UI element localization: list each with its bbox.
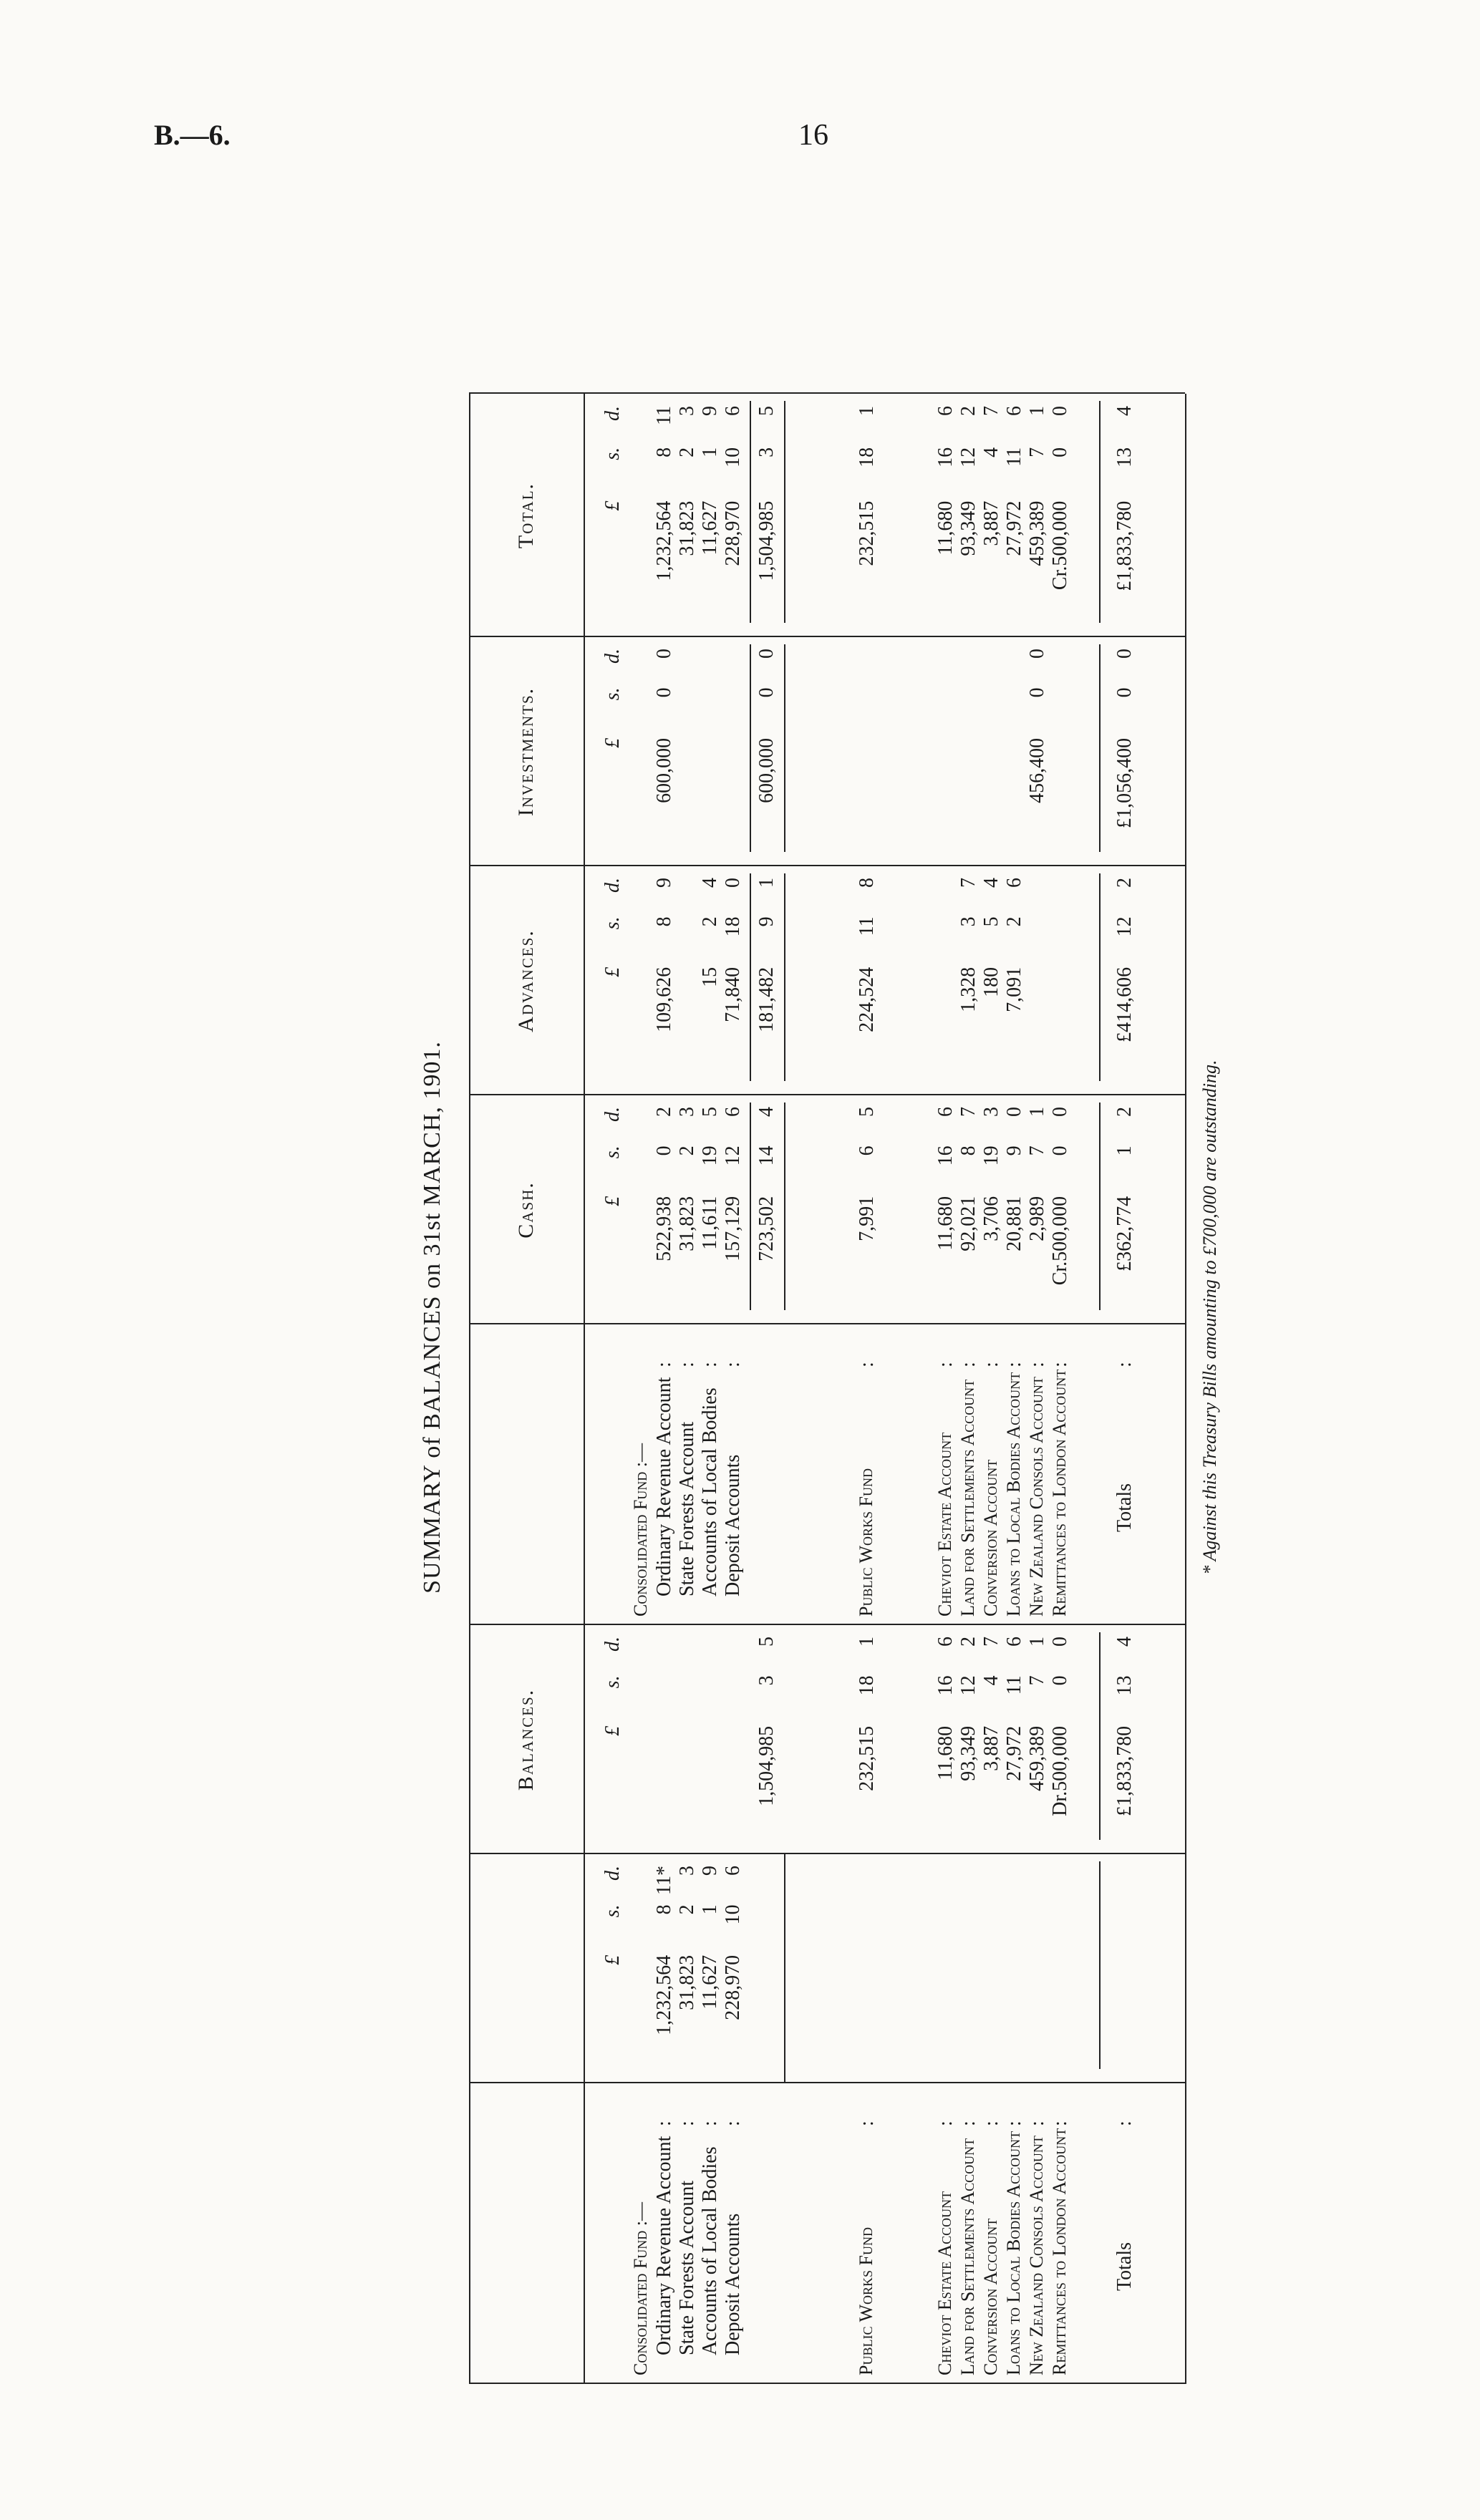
detail-deposit-pence: 6 — [722, 1866, 744, 1876]
table-left-rule — [469, 2383, 1185, 2384]
cash-state-forests-pence: 3 — [676, 1107, 698, 1117]
advance-conversion-pence: 4 — [980, 878, 1002, 888]
total-totals-pounds: £1,833,780 — [1113, 500, 1136, 591]
investment-consolidated-total-shillings: 0 — [755, 687, 778, 698]
unit-shillings: s. — [601, 687, 624, 701]
cash-state-forests-pounds: 31,823 — [676, 1196, 698, 1251]
cash-consolidated-total-pounds: 723,502 — [755, 1196, 778, 1261]
column-rule — [469, 2082, 1185, 2083]
leader-dots: : — [856, 1357, 878, 1367]
investment-consolidated-total-pence: 0 — [755, 649, 778, 659]
balance-totals-pounds: £1,833,780 — [1113, 1725, 1136, 1816]
unit-shillings: s. — [601, 1904, 624, 1918]
cash-local-bodies-pence: 5 — [699, 1107, 721, 1117]
total-state-forests-shillings: 2 — [676, 447, 698, 457]
leader-dots: : — [1003, 2116, 1025, 2126]
advance-conversion-shillings: 5 — [980, 916, 1002, 927]
total-nz-consols-shillings: 7 — [1026, 447, 1048, 457]
unit-shillings: s. — [601, 916, 624, 930]
detail-deposit-pounds: 228,970 — [722, 1954, 744, 2020]
balance-loans-local-pounds: 27,972 — [1003, 1725, 1025, 1781]
cash-public-works-pounds: 7,991 — [856, 1196, 878, 1241]
cash-public-works-shillings: 6 — [856, 1145, 878, 1156]
unit-pence: d. — [601, 1637, 624, 1652]
cash-totals-pounds: £362,774 — [1113, 1196, 1136, 1271]
cash-consolidated-total-shillings: 14 — [755, 1145, 778, 1166]
advance-conversion-pounds: 180 — [980, 966, 1002, 997]
column-header-total: Total. — [514, 482, 538, 549]
row-label-totals: Totals — [1113, 2242, 1136, 2291]
advance-deposit-shillings: 18 — [722, 916, 744, 937]
leader-dots: : — [856, 2116, 878, 2126]
subtotal-rule — [750, 401, 751, 623]
leader-dots: : — [1049, 1357, 1071, 1367]
cash-land-settlements-shillings: 8 — [957, 1145, 980, 1156]
advance-loans-local-pence: 6 — [1003, 878, 1025, 888]
total-remittances-shillings: 0 — [1049, 447, 1071, 457]
advance-loans-local-shillings: 2 — [1003, 916, 1025, 927]
total-ordinary-revenue-pence: 11 — [653, 406, 675, 425]
advance-ordinary-revenue-pounds: 109,626 — [653, 966, 675, 1032]
detail-rule — [784, 1854, 785, 2083]
leader-dots: : — [1026, 2116, 1048, 2126]
balance-nz-consols-shillings: 7 — [1026, 1675, 1048, 1686]
investment-ordinary-revenue-pounds: 600,000 — [653, 737, 675, 803]
unit-pence: d. — [601, 878, 624, 893]
balance-public-works-shillings: 18 — [856, 1675, 878, 1696]
leader-dots: : — [722, 2116, 744, 2126]
leader-dots: : — [1113, 1357, 1136, 1367]
unit-pence: d. — [601, 406, 624, 421]
cash-conversion-pence: 3 — [980, 1107, 1002, 1117]
cash-nz-consols-shillings: 7 — [1026, 1145, 1048, 1156]
cash-land-settlements-pence: 7 — [957, 1107, 980, 1117]
cash-land-settlements-pounds: 92,021 — [957, 1196, 980, 1251]
total-public-works-pence: 1 — [856, 406, 878, 416]
investment-ordinary-revenue-pence: 0 — [653, 649, 675, 659]
unit-pound: £ — [601, 966, 624, 977]
total-land-settlements-shillings: 12 — [957, 447, 980, 467]
subtotal-rule — [784, 873, 785, 1081]
balance-land-settlements-shillings: 12 — [957, 1675, 980, 1696]
cash-cheviot-pounds: 11,680 — [934, 1196, 957, 1251]
row-label-cheviot: Cheviot Estate Account — [934, 2191, 955, 2375]
total-conversion-shillings: 4 — [980, 447, 1002, 457]
cash-deposit-shillings: 12 — [722, 1145, 744, 1166]
unit-shillings: s. — [601, 1675, 624, 1689]
balance-conversion-shillings: 4 — [980, 1675, 1002, 1686]
column-header-investments: Investments. — [514, 687, 538, 817]
advance-local-bodies-pence: 4 — [699, 878, 721, 888]
total-state-forests-pence: 3 — [676, 406, 698, 416]
leader-dots: : — [699, 1357, 721, 1367]
cash-totals-shillings: 1 — [1113, 1145, 1136, 1156]
cash-public-works-pence: 5 — [856, 1107, 878, 1117]
total-land-settlements-pounds: 93,349 — [957, 500, 980, 556]
investment-totals-pence: 0 — [1113, 649, 1136, 659]
unit-pence: d. — [601, 649, 624, 664]
advance-local-bodies-pounds: 15 — [699, 966, 721, 987]
unit-pound: £ — [601, 1725, 624, 1736]
total-totals-pence: 4 — [1113, 406, 1136, 416]
total-consolidated-total-pence: 5 — [755, 406, 778, 416]
totals-rule — [1099, 1102, 1101, 1310]
advance-totals-pounds: £414,606 — [1113, 966, 1136, 1042]
leader-dots: : — [722, 1357, 744, 1367]
total-local-bodies-pence: 9 — [699, 406, 721, 416]
row-label-ordinary-revenue: Ordinary Revenue Account — [653, 1377, 675, 1596]
cash-local-bodies-pounds: 11,611 — [699, 1196, 721, 1250]
totals-rule — [1099, 873, 1101, 1081]
detail-ordinary-revenue-pence: 11* — [653, 1866, 675, 1895]
unit-pence: d. — [601, 1866, 624, 1881]
cash-cheviot-pence: 6 — [934, 1107, 957, 1117]
row-label-ordinary-revenue: Ordinary Revenue Account — [653, 2136, 675, 2355]
unit-shillings: s. — [601, 447, 624, 460]
unit-pound: £ — [601, 1954, 624, 1965]
totals-rule — [1099, 401, 1101, 623]
total-loans-local-shillings: 11 — [1003, 447, 1025, 467]
row-label-remittances: Remittances to London Account — [1049, 1369, 1070, 1617]
detail-local-bodies-pence: 9 — [699, 1866, 721, 1876]
investment-ordinary-revenue-shillings: 0 — [653, 687, 675, 698]
advance-loans-local-pounds: 7,091 — [1003, 966, 1025, 1012]
leader-dots: : — [653, 1357, 675, 1367]
advance-ordinary-revenue-shillings: 8 — [653, 916, 675, 927]
leader-dots: : — [934, 2116, 957, 2126]
total-deposit-pence: 6 — [722, 406, 744, 416]
column-header-balances: Balances. — [514, 1688, 538, 1791]
cash-remittances-pounds: Cr.500,000 — [1049, 1196, 1071, 1286]
detail-state-forests-shillings: 2 — [676, 1904, 698, 1915]
balance-cheviot-pounds: 11,680 — [934, 1725, 957, 1780]
total-nz-consols-pence: 1 — [1026, 406, 1048, 416]
cash-nz-consols-pence: 1 — [1026, 1107, 1048, 1117]
advance-land-settlements-shillings: 3 — [957, 916, 980, 927]
advance-ordinary-revenue-pence: 9 — [653, 878, 675, 888]
total-local-bodies-pounds: 11,627 — [699, 500, 721, 556]
cash-local-bodies-shillings: 19 — [699, 1145, 721, 1166]
balance-nz-consols-pounds: 459,389 — [1026, 1725, 1048, 1791]
leader-dots: : — [980, 2116, 1002, 2126]
balance-cheviot-shillings: 16 — [934, 1675, 957, 1696]
investment-consolidated-total-pounds: 600,000 — [755, 737, 778, 803]
total-totals-shillings: 13 — [1113, 447, 1136, 467]
balance-public-works-pence: 1 — [856, 1637, 878, 1647]
investment-nz-consols-pence: 0 — [1026, 649, 1048, 659]
total-cheviot-shillings: 16 — [934, 447, 957, 467]
cash-conversion-shillings: 19 — [980, 1145, 1002, 1166]
leader-dots: : — [676, 1357, 698, 1367]
row-label-state-forests: State Forests Account — [676, 1421, 698, 1596]
row-label-consolidated-fund: Consolidated Fund :— — [630, 1443, 651, 1617]
total-ordinary-revenue-shillings: 8 — [653, 447, 675, 457]
row-label-local-bodies: Accounts of Local Bodies — [699, 1387, 721, 1596]
leader-dots: : — [699, 2116, 721, 2126]
advance-deposit-pounds: 71,840 — [722, 966, 744, 1022]
page-number: 16 — [798, 119, 828, 152]
leader-dots: : — [957, 2116, 980, 2126]
total-consolidated-total-shillings: 3 — [755, 447, 778, 457]
table-title: SUMMARY of BALANCES on 31st MARCH, 1901. — [419, 1041, 445, 1594]
balance-consolidated-total-pounds: 1,504,985 — [755, 1725, 778, 1806]
balance-loans-local-shillings: 11 — [1003, 1675, 1025, 1695]
balance-cheviot-pence: 6 — [934, 1637, 957, 1647]
detail-ordinary-revenue-pounds: 1,232,564 — [653, 1954, 675, 2035]
leader-dots: : — [1026, 1357, 1048, 1367]
balance-conversion-pounds: 3,887 — [980, 1725, 1002, 1771]
header-rule — [584, 394, 585, 2384]
detail-deposit-shillings: 10 — [722, 1904, 744, 1925]
cash-ordinary-revenue-shillings: 0 — [653, 1145, 675, 1156]
subtotal-rule — [784, 644, 785, 852]
balance-remittances-shillings: 0 — [1049, 1675, 1071, 1686]
total-remittances-pence: 0 — [1049, 406, 1071, 416]
detail-ordinary-revenue-shillings: 8 — [653, 1904, 675, 1915]
detail-local-bodies-pounds: 11,627 — [699, 1954, 721, 2010]
advance-totals-pence: 2 — [1113, 878, 1136, 888]
subtotal-rule — [750, 873, 751, 1081]
balance-remittances-pounds: Dr.500,000 — [1049, 1725, 1071, 1816]
summary-table — [469, 243, 1185, 2384]
cash-nz-consols-pounds: 2,989 — [1026, 1196, 1048, 1241]
advance-local-bodies-shillings: 2 — [699, 916, 721, 927]
subtotal-rule — [750, 1102, 751, 1310]
detail-local-bodies-shillings: 1 — [699, 1904, 721, 1915]
unit-shillings: s. — [601, 1145, 624, 1159]
total-conversion-pence: 7 — [980, 406, 1002, 416]
row-label-nz-consols: New Zealand Consols Account — [1026, 1377, 1047, 1617]
cash-remittances-shillings: 0 — [1049, 1145, 1071, 1156]
advance-consolidated-total-pounds: 181,482 — [755, 966, 778, 1032]
investment-nz-consols-shillings: 0 — [1026, 687, 1048, 698]
unit-pound: £ — [601, 1196, 624, 1206]
column-header-advances: Advances. — [514, 929, 538, 1032]
advance-land-settlements-pounds: 1,328 — [957, 966, 980, 1012]
row-label-conversion: Conversion Account — [980, 2218, 1001, 2375]
row-label-nz-consols: New Zealand Consols Account — [1026, 2136, 1047, 2375]
cash-consolidated-total-pence: 4 — [755, 1107, 778, 1117]
leader-dots: : — [1113, 2116, 1136, 2126]
advance-consolidated-total-pence: 1 — [755, 878, 778, 888]
totals-rule — [1099, 644, 1101, 852]
cash-loans-local-pence: 0 — [1003, 1107, 1025, 1117]
investment-totals-pounds: £1,056,400 — [1113, 737, 1136, 828]
subtotal-rule — [784, 401, 785, 623]
balance-loans-local-pence: 6 — [1003, 1637, 1025, 1647]
leader-dots: : — [980, 1357, 1002, 1367]
row-label-cheviot: Cheviot Estate Account — [934, 1432, 955, 1617]
total-nz-consols-pounds: 459,389 — [1026, 500, 1048, 566]
investment-totals-shillings: 0 — [1113, 687, 1136, 698]
balance-remittances-pence: 0 — [1049, 1637, 1071, 1647]
total-remittances-pounds: Cr.500,000 — [1049, 500, 1071, 591]
rotated-summary-block — [419, 243, 1278, 2391]
total-deposit-shillings: 10 — [722, 447, 744, 467]
total-local-bodies-shillings: 1 — [699, 447, 721, 457]
cash-totals-pence: 2 — [1113, 1107, 1136, 1117]
row-label-loans-local: Loans to Local Bodies Account — [1003, 1372, 1024, 1617]
balance-public-works-pounds: 232,515 — [856, 1725, 878, 1791]
cash-deposit-pence: 6 — [722, 1107, 744, 1117]
row-label-conversion: Conversion Account — [980, 1459, 1001, 1617]
leader-dots: : — [1003, 1357, 1025, 1367]
balance-land-settlements-pounds: 93,349 — [957, 1725, 980, 1781]
cash-remittances-pence: 0 — [1049, 1107, 1071, 1117]
row-label-deposit: Deposit Accounts — [722, 2213, 744, 2355]
row-label-remittances: Remittances to London Account — [1049, 2128, 1070, 2375]
leader-dots: : — [676, 2116, 698, 2126]
cash-conversion-pounds: 3,706 — [980, 1196, 1002, 1241]
advance-public-works-pence: 8 — [856, 878, 878, 888]
row-label-deposit: Deposit Accounts — [722, 1454, 744, 1596]
leader-dots: : — [653, 2116, 675, 2126]
cash-loans-local-pounds: 20,881 — [1003, 1196, 1025, 1251]
row-label-land-settlements: Land for Settlements Account — [957, 2138, 978, 2375]
row-label-local-bodies: Accounts of Local Bodies — [699, 2146, 721, 2355]
total-consolidated-total-pounds: 1,504,985 — [755, 500, 778, 581]
cash-deposit-pounds: 157,129 — [722, 1196, 744, 1261]
cash-loans-local-shillings: 9 — [1003, 1145, 1025, 1156]
column-header-cash: Cash. — [514, 1181, 538, 1239]
subtotal-rule — [750, 644, 751, 852]
balance-nz-consols-pence: 1 — [1026, 1637, 1048, 1647]
balance-conversion-pence: 7 — [980, 1637, 1002, 1647]
row-label-totals: Totals — [1113, 1483, 1136, 1532]
advance-consolidated-total-shillings: 9 — [755, 916, 778, 927]
balance-land-settlements-pence: 2 — [957, 1637, 980, 1647]
advance-public-works-pounds: 224,524 — [856, 966, 878, 1032]
advance-totals-shillings: 12 — [1113, 916, 1136, 937]
balance-consolidated-total-pence: 5 — [755, 1637, 778, 1647]
total-loans-local-pence: 6 — [1003, 406, 1025, 416]
advance-public-works-shillings: 11 — [856, 916, 878, 936]
unit-pence: d. — [601, 1107, 624, 1122]
row-label-state-forests: State Forests Account — [676, 2180, 698, 2355]
advance-land-settlements-pence: 7 — [957, 878, 980, 888]
detail-state-forests-pence: 3 — [676, 1866, 698, 1876]
document-code: B.—6. — [154, 119, 231, 151]
total-cheviot-pence: 6 — [934, 406, 957, 416]
leader-dots: : — [934, 1357, 957, 1367]
totals-rule — [1099, 1632, 1101, 1840]
cash-ordinary-revenue-pence: 2 — [653, 1107, 675, 1117]
footnote: * Against this Treasury Bills amounting to £700,000 are outstanding. — [1199, 1060, 1220, 1575]
total-deposit-pounds: 228,970 — [722, 500, 744, 566]
table-bottom-rule — [1185, 394, 1186, 2384]
cash-ordinary-revenue-pounds: 522,938 — [653, 1196, 675, 1261]
totals-rule — [1099, 1861, 1101, 2069]
investment-nz-consols-pounds: 456,400 — [1026, 737, 1048, 803]
balance-totals-pence: 4 — [1113, 1637, 1136, 1647]
cash-cheviot-shillings: 16 — [934, 1145, 957, 1166]
total-loans-local-pounds: 27,972 — [1003, 500, 1025, 556]
row-label-land-settlements: Land for Settlements Account — [957, 1379, 978, 1617]
leader-dots: : — [1049, 2116, 1071, 2126]
total-conversion-pounds: 3,887 — [980, 500, 1002, 546]
row-label-consolidated-fund: Consolidated Fund :— — [630, 2201, 651, 2375]
total-public-works-shillings: 18 — [856, 447, 878, 467]
subtotal-rule — [784, 1102, 785, 1310]
balance-consolidated-total-shillings: 3 — [755, 1675, 778, 1686]
total-land-settlements-pence: 2 — [957, 406, 980, 416]
detail-state-forests-pounds: 31,823 — [676, 1954, 698, 2010]
total-cheviot-pounds: 11,680 — [934, 500, 957, 556]
row-label-loans-local: Loans to Local Bodies Account — [1003, 2131, 1024, 2375]
cash-state-forests-shillings: 2 — [676, 1145, 698, 1156]
leader-dots: : — [957, 1357, 980, 1367]
total-state-forests-pounds: 31,823 — [676, 500, 698, 556]
advance-deposit-pence: 0 — [722, 878, 744, 888]
balance-totals-shillings: 13 — [1113, 1675, 1136, 1696]
total-ordinary-revenue-pounds: 1,232,564 — [653, 500, 675, 581]
unit-pound: £ — [601, 500, 624, 511]
row-label-public-works: Public Works Fund — [856, 2226, 876, 2375]
unit-pound: £ — [601, 737, 624, 748]
row-label-public-works: Public Works Fund — [856, 1468, 876, 1617]
total-public-works-pounds: 232,515 — [856, 500, 878, 566]
